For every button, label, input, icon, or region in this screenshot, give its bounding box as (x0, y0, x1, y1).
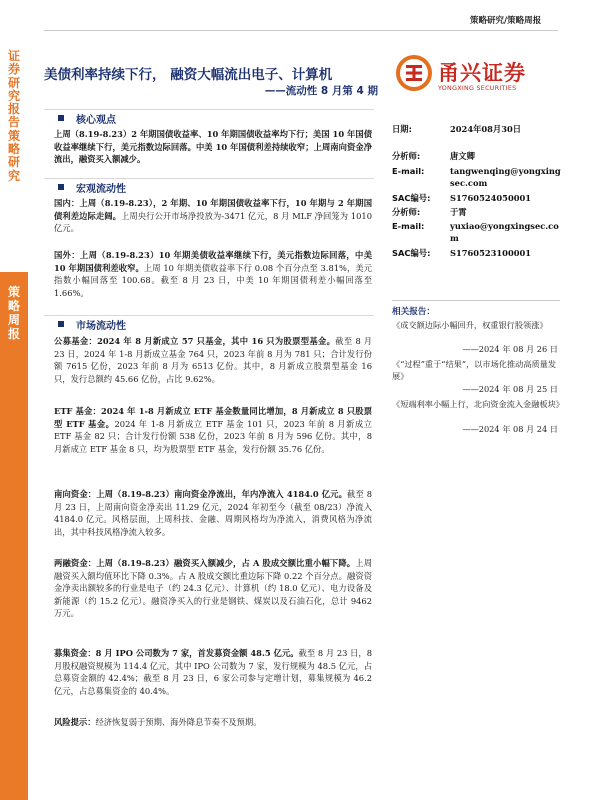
square-bullet-icon (58, 184, 64, 190)
header-divider (44, 30, 558, 31)
info-email-1: E-mail: tangwenqing@yongxingsec.com (392, 166, 561, 189)
macro-foreign: 国外：上周（8.19-8.23）10 年期美债收益率继续下行，美元指数边际回落，中美 10 年期国债利差收窄。上周 10 年期美债收益率下行 0.08 个百分点至 3.81%，美元指数小幅回落至 100.68。截至 8 月 23 日，中美 10 年期国债利差小幅回落至 1.66%。 (54, 250, 373, 298)
related-report-1[interactable]: 《成交额边际小幅回升，权重银行股领涨》 (392, 320, 548, 330)
logo-name: 甬兴证券 (438, 61, 526, 85)
related-date-1: ——2024 年 08 月 26 日 (462, 344, 558, 354)
square-bullet-icon (58, 321, 64, 327)
market-ipo: 募集资金：8 月 IPO 公司数为 7 家，首发募资金额 48.5 亿元。截至 8 月 23 日，8 月股权融资规模为 114.4 亿元，其中 IPO 公司数为 7 家，发行规模为 48.5 亿元，占总募资金额的 42.4%；截至 8 月 23 日，6 家公司参与定增计划，募集规模为 46.2 亿元，占总募集资金的 40.4%。 (54, 648, 372, 696)
report-category: 策略研究/策略周报 (470, 16, 542, 26)
logo-mark-icon (396, 55, 432, 91)
related-date-2: ——2024 年 08 月 25 日 (462, 384, 558, 394)
market-margin: 两融资金：上周（8.19-8.23）融资买入额减少，占 A 股成交额比重小幅下降。上周融资买入额均值环比下降 0.3%。占 A 股成交额比重边际下降 0.22 个百分点。融资资金净卖出额较多的行业是电子（约 24.3 亿元）、计算机（约 18.0 亿元）、电力设备及新能源（约 15.2 亿元）。融资净买入的行业是钢铁、煤炭以及石油石化，总计 9462 万元。 (54, 558, 372, 619)
side-label-top: 证券研究报告 策略研究 (7, 49, 20, 183)
core-summary: 上周（8.19-8.23）2 年期国债收益率、10 年期国债收益率均下行；美国 10 年国债收益率继续下行，美元指数边际回落。中美 10 年国债利差持续收窄；上周南向资金净流出，融资买入额减少。 (54, 129, 372, 165)
macro-domestic: 国内：上周（8.19-8.23），2 年期、10 年期国债收益率下行，10 年期与 2 年期国债利差边际走阔。上周央行公开市场净投放为-3471 亿元，8 月 MLF 净回笼为 1010 亿元。 (54, 198, 372, 234)
market-etf: ETF 基金：2024 年 1-8 月新成立 ETF 基金数量同比增加，8 月新成立 8 只股票型 ETF 基金。2024 年 1-8 月新成立 ETF 基金 101 只，2023 年前 8 月新成立 ETF 基金 82 只；合计发行份额 538 亿份，2023 年前 8 月为 596 亿份。其中，8 月新成立 ETF 基金 8 只，均为股票型 ETF 基金，发行份额 35.76 亿份。 (54, 406, 372, 454)
square-bullet-icon (58, 115, 64, 121)
section-market-heading: 市场流动性 (44, 315, 374, 329)
section-core-heading: 核心观点 (44, 109, 374, 123)
related-date-3: ——2024 年 08 月 24 日 (462, 424, 558, 434)
side-label-bottom: 策略周报 (7, 285, 20, 341)
related-report-3[interactable]: 《短端利率小幅上行，北向资金流入金融板块》 (392, 399, 564, 409)
market-south: 南向资金：上周（8.19-8.23）南向资金净流出，年内净流入 4184.0 亿元。截至 8 月 23 日，上周南向资金净卖出 11.29 亿元，2024 年初至今（截至 08/23）净流入 4184.0 亿元。风格层面，上周科技、金融、周期风格均为净流入，消费风格为净流出，其中科技风格净流入较多。 (54, 489, 372, 537)
related-divider (392, 300, 560, 301)
risk-warning: 风险提示：经济恢复弱于预期、海外降息节奏不及预期。 (54, 717, 262, 727)
report-title: 美债利率持续下行， 融资大幅流出电子、计算机 (44, 67, 333, 83)
section-macro-heading: 宏观流动性 (44, 178, 374, 192)
info-email-2: E-mail: yuxiao@yongxingsec.com (392, 221, 559, 244)
market-fund: 公募基金：2024 年 8 月新成立 57 只基金，其中 16 只为股票型基金。截至 8 月 23 日，2024 年 1-8 月新成立基金 764 只，2023 年前 8 月为 781 只；合计发行份额 7615 亿份，2023 年前 8 月为 6513 亿份。其中，8 月新成立股票型基金 16 只，发行总额约 45.66 亿份，占比 9.62%。 (54, 336, 372, 384)
report-subtitle: ——流动性 8 月第 4 期 (264, 85, 378, 97)
logo-english: YONGXING SECURITIES (438, 85, 517, 92)
related-heading: 相关报告： (392, 307, 435, 317)
company-logo (396, 55, 558, 99)
related-report-2[interactable]: 《“过程”重于“结果”，以市场化推动高质量发展》 (392, 359, 557, 381)
side-orange-bar (0, 272, 28, 800)
